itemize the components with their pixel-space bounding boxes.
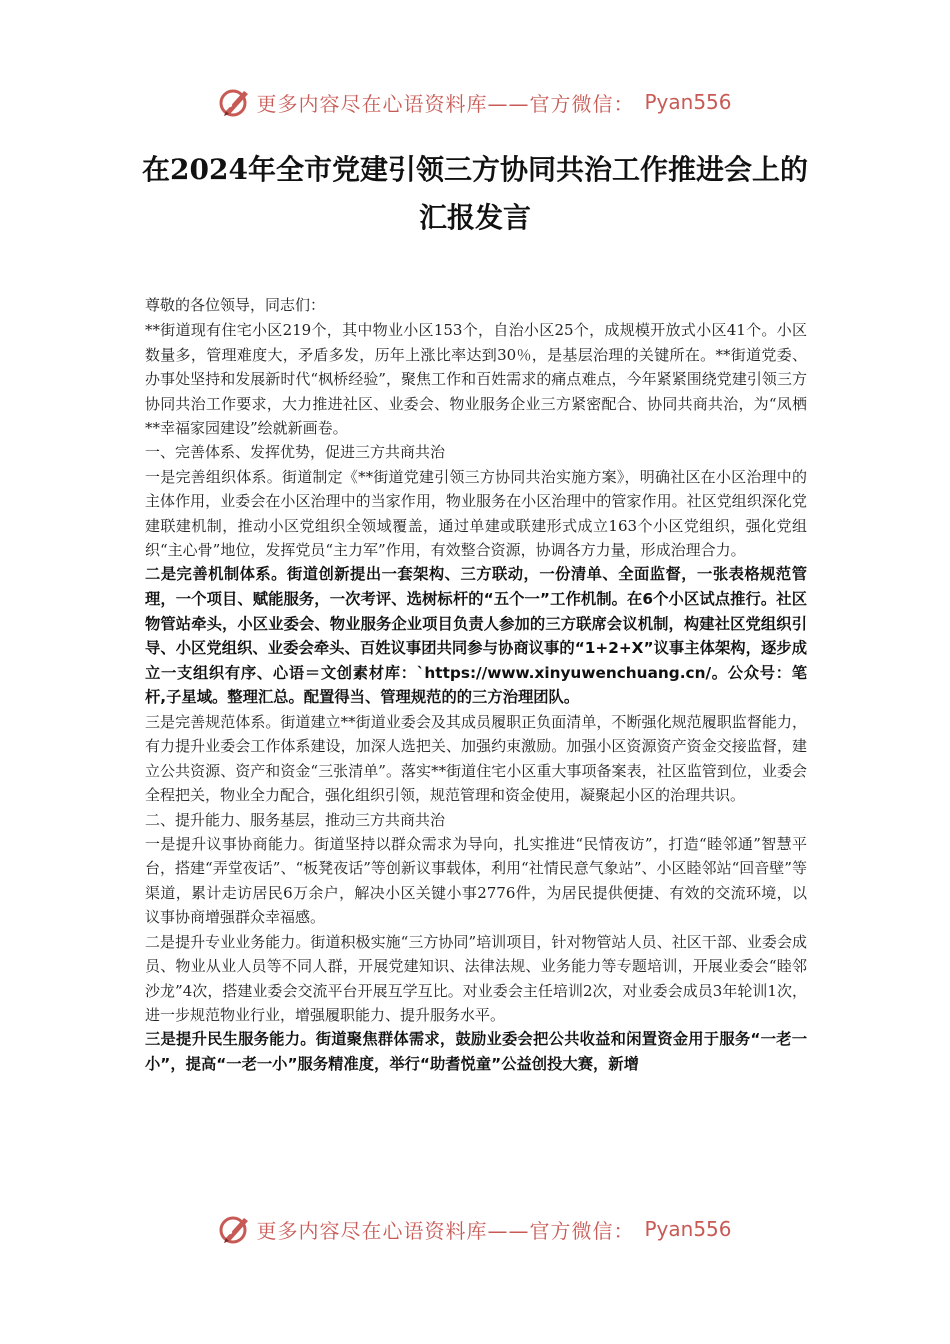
paragraph-professional-ability: 二是提升专业业务能力。街道积极实施“三方协同”培训项目，针对物管站人员、社区干部、业委会成员、物业从业人员等不同人群，开展党建知识、法律法规、业务能力等专题培训，开展业委会“睦邻沙龙”4次，搭建业委会交流平台开展互学互比。对业委会主任培训2次，对业委会成员3年轮训1次，进一步规范物业行业，增强履职能力、提升服务水平。	[145, 932, 807, 1024]
section-heading-1: 一、完善体系、发挥优势，促进三方共商共治	[145, 443, 446, 462]
paragraph-livelihood-service: 三是提升民生服务能力。街道聚焦群体需求，鼓励业委会把公共收益和闲置资金用于服务“一老一小”，提高“一老一小”服务精准度，举行“助耆悦童”公益创投大赛，新增	[145, 1030, 807, 1073]
paragraph-consultation-ability: 一是提升议事协商能力。街道坚持以群众需求为导向，扎实推进“民情夜访”，打造“睦邻通”智慧平台，搭建“弄堂夜话”、“板凳夜话”等创新议事载体，利用“社情民意气象站”、小区睦邻站“回音壁”等渠道，累计走访居民6万余户，解决小区关键小事2776件，为居民提供便捷、有效的交流环境，以议事协商增强群众幸福感。	[145, 835, 807, 927]
watermark-banner-top	[0, 82, 950, 122]
watermark-wechat-id: Pyan556	[644, 1217, 732, 1241]
pen-logo-icon	[218, 1212, 252, 1246]
salutation: 尊敬的各位领导，同志们：	[145, 296, 326, 314]
pen-logo-icon	[218, 85, 252, 119]
watermark-promo-text: 更多内容尽在心语资料库——官方微信：	[256, 91, 635, 116]
watermark-banner-bottom	[0, 1209, 950, 1249]
document-body	[145, 293, 807, 1077]
intro-paragraph: **街道现有住宅小区219个，其中物业小区153个，自治小区25个，成规模开放式小区41个。小区数量多，管理难度大，矛盾多发，历年上涨比率达到30％，是基层治理的关键所在。**街道党委、办事处坚持和发展新时代“枫桥经验”，聚焦工作和百姓需求的痛点难点，今年紧紧围绕党建引领三方协同共治工作要求，大力推进社区、业委会、物业服务企业三方紧密配合、协同共商共治，为“凤栖**幸福家园建设”绘就新画卷。	[145, 321, 807, 438]
section-heading-2: 二、提升能力、服务基层，推动三方共商共治	[145, 810, 446, 829]
document-title: 在2024年全市党建引领三方协同共治工作推进会上的汇报发言	[142, 153, 808, 234]
watermark-wechat-id: Pyan556	[644, 90, 732, 114]
watermark-promo-text: 更多内容尽在心语资料库——官方微信：	[256, 1218, 635, 1243]
paragraph-mechanism-system: 二是完善机制体系。街道创新提出一套架构、三方联动，一份清单、全面监督，一张表格规范管理，一个项目、赋能服务，一次考评、选树标杆的“五个一”工作机制。在6个小区试点推行。社区物管站牵头，小区业委会、物业服务企业项目负责人参加的三方联席会议机制，构建社区党组织引导、小区党组织、业委会牵头、百姓议事团共同参与协商议事的“1+2+X”议事主体架构，逐步成立一支组织有序、心语＝文创素材库：`https://www.xinyuwenchuang.cn/。公众号：笔杆,子星域。整理汇总。配置得当、管理规范的的三方治理团队。	[145, 565, 807, 707]
paragraph-norm-system: 三是完善规范体系。街道建立**街道业委会及其成员履职正负面清单，不断强化规范履职监督能力，有力提升业委会工作体系建设，加深人选把关、加强约束激励。加强小区资源资产资金交接监督，建立公共资源、资产和资金“三张清单”。落实**街道住宅小区重大事项备案表，社区监管到位，业委会全程把关，物业全力配合，强化组织引领，规范管理和资金使用，凝聚起小区的治理共识。	[145, 713, 807, 805]
paragraph-organization-system: 一是完善组织体系。街道制定《**街道党建引领三方协同共治实施方案》，明确社区在小区治理中的主体作用，业委会在小区治理中的当家作用，物业服务在小区治理中的管家作用。社区党组织深化党建联建机制，推动小区党组织全领域覆盖，通过单建或联建形式成立163个小区党组织，强化党组织“主心骨”地位，发挥党员“主力军”作用，有效整合资源，协调各方力量，形成治理合力。	[145, 467, 807, 560]
